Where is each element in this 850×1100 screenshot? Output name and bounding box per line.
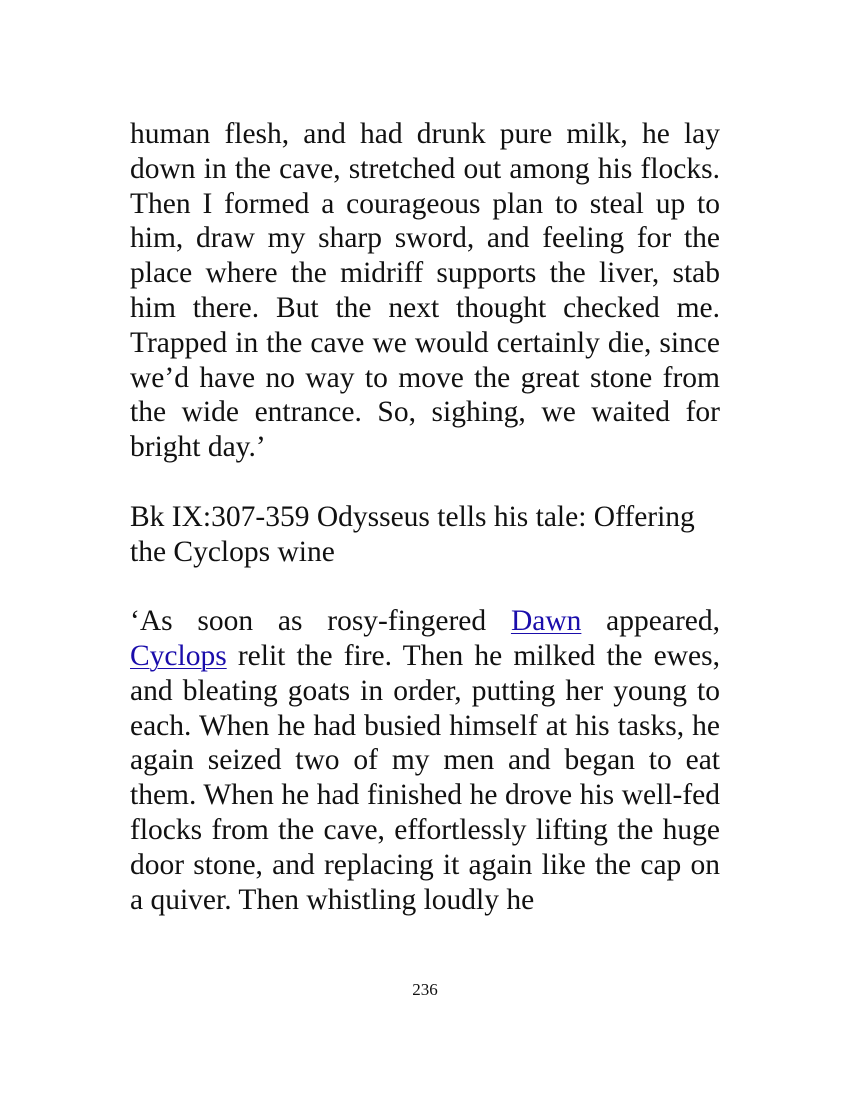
page-body xyxy=(130,117,720,917)
page-number: 236 xyxy=(412,980,438,999)
dawn-link[interactable]: Dawn xyxy=(510,605,582,638)
cyclops-link[interactable]: Cyclops xyxy=(130,639,227,672)
section-heading: Bk IX:307-359 Odysseus tells his tale: Offering the Cyclops wine xyxy=(130,500,695,568)
paragraph-text: relit the fire. Then he milked the ewes, and bleating goats in order, putting her young to each. When he had busied himself at his tasks, he again seized two of my men and began to eat them. When he had finished he drove his well-fed flocks from the cave, effortlessly lifting the huge door stone, and replacing it again like the cap on a quiver. Then whistling loudly he xyxy=(130,639,720,916)
paragraph-text: appeared, xyxy=(581,605,720,638)
paragraph-text: ‘As soon as rosy-fingered xyxy=(130,605,511,638)
body-paragraph xyxy=(130,604,720,917)
paragraph-spacer xyxy=(130,569,720,604)
paragraph-spacer xyxy=(130,465,720,500)
body-paragraph: human flesh, and had drunk pure milk, he lay down in the cave, stretched out among his flocks. Then I formed a courageous plan to steal up to him, draw my sharp sword, and feeling for the place where the midriff supports the liver, stab him there. But the next thought checked me. Trapped in the cave we would certainly die, since we’d have no way to move the great stone from the wide entrance. So, sighing, we waited for bright day.’ xyxy=(130,118,720,464)
